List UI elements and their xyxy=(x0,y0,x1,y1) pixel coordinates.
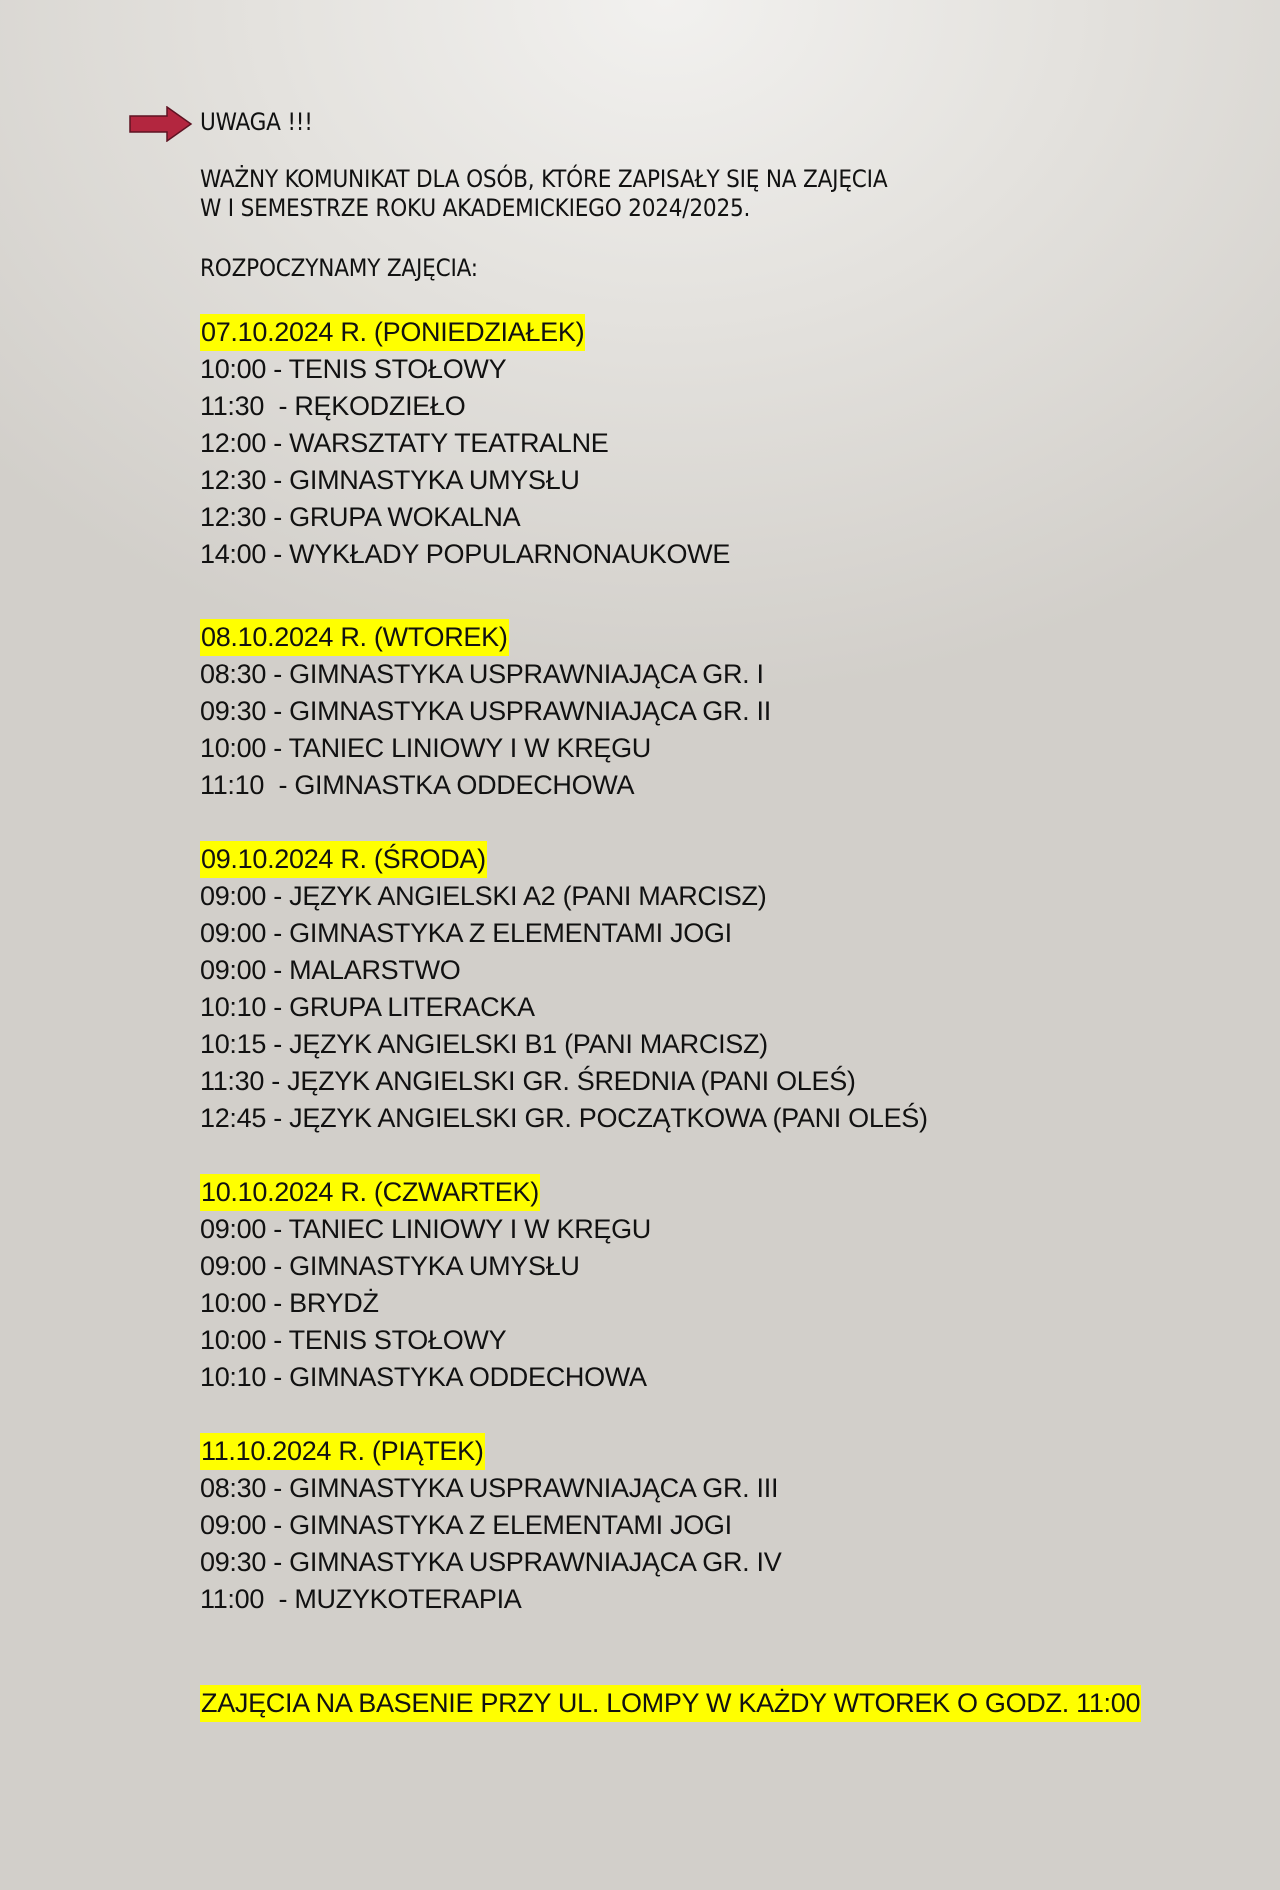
day-date: 07.10.2024 R. (PONIEDZIAŁEK) xyxy=(200,314,585,351)
class-entry: 08:30 - GIMNASTYKA USPRAWNIAJĄCA GR. III xyxy=(200,1473,779,1503)
schedule-day xyxy=(200,314,928,573)
day-date-row xyxy=(200,841,928,878)
day-date: 11.10.2024 R. (PIĄTEK) xyxy=(200,1433,485,1470)
class-entry: 09:30 - GIMNASTYKA USPRAWNIAJĄCA GR. II xyxy=(200,696,771,726)
class-entry: 10:10 - GIMNASTYKA ODDECHOWA xyxy=(200,1362,647,1392)
class-entry: 09:00 - TANIEC LINIOWY I W KRĘGU xyxy=(200,1214,652,1244)
notice-line-1: WAŻNY KOMUNIKAT DLA OSÓB, KTÓRE ZAPISAŁY SIĘ NA ZAJĘCIA xyxy=(200,165,888,193)
class-entry: 11:10 - GIMNASTKA ODDECHOWA xyxy=(200,770,635,800)
class-entry: 09:00 - GIMNASTYKA Z ELEMENTAMI JOGI xyxy=(200,1510,732,1540)
class-entry: 11:30 - JĘZYK ANGIELSKI GR. ŚREDNIA (PANI OLEŚ) xyxy=(200,1066,856,1096)
class-entry: 11:30 - RĘKODZIEŁO xyxy=(200,391,466,421)
class-entry: 12:30 - GIMNASTYKA UMYSŁU xyxy=(200,465,580,495)
class-entry: 12:30 - GRUPA WOKALNA xyxy=(200,502,521,532)
notice-header xyxy=(200,108,887,283)
class-entry: 10:00 - TENIS STOŁOWY xyxy=(200,1325,507,1355)
schedule xyxy=(200,314,928,1655)
class-entry: 12:00 - WARSZTATY TEATRALNE xyxy=(200,428,609,458)
warning-heading: UWAGA !!! xyxy=(200,108,313,136)
class-entry: 09:00 - MALARSTWO xyxy=(200,955,461,985)
day-date-row xyxy=(200,1174,928,1211)
class-entry: 10:15 - JĘZYK ANGIELSKI B1 (PANI MARCISZ) xyxy=(200,1029,768,1059)
day-date-row xyxy=(200,1433,928,1470)
class-entry: 10:00 - TANIEC LINIOWY I W KRĘGU xyxy=(200,733,652,763)
class-entry: 14:00 - WYKŁADY POPULARNONAUKOWE xyxy=(200,539,731,569)
schedule-intro: ROZPOCZYNAMY ZAJĘCIA: xyxy=(200,254,478,282)
day-date: 09.10.2024 R. (ŚRODA) xyxy=(200,841,487,878)
class-entry: 11:00 - MUZYKOTERAPIA xyxy=(200,1584,522,1614)
class-entry: 09:00 - GIMNASTYKA Z ELEMENTAMI JOGI xyxy=(200,918,732,948)
schedule-day xyxy=(200,841,928,1137)
class-entry: 10:00 - BRYDŻ xyxy=(200,1288,379,1318)
class-entry: 09:00 - JĘZYK ANGIELSKI A2 (PANI MARCISZ) xyxy=(200,881,767,911)
day-date-row xyxy=(200,314,928,351)
day-date: 10.10.2024 R. (CZWARTEK) xyxy=(200,1174,540,1211)
class-entry: 08:30 - GIMNASTYKA USPRAWNIAJĄCA GR. I xyxy=(200,659,764,689)
notice-line-2: W I SEMESTRZE ROKU AKADEMICKIEGO 2024/2025. xyxy=(200,194,751,222)
schedule-day xyxy=(200,619,928,804)
day-date: 08.10.2024 R. (WTOREK) xyxy=(200,619,509,656)
class-entry: 12:45 - JĘZYK ANGIELSKI GR. POCZĄTKOWA (PANI OLEŚ) xyxy=(200,1103,928,1133)
arrow-right-icon xyxy=(129,106,193,142)
notice-text xyxy=(200,165,887,223)
class-entry: 10:10 - GRUPA LITERACKA xyxy=(200,992,535,1022)
schedule-day xyxy=(200,1174,928,1396)
pool-note: ZAJĘCIA NA BASENIE PRZY UL. LOMPY W KAŻDY WTOREK O GODZ. 11:00 xyxy=(200,1685,1141,1722)
schedule-day xyxy=(200,1433,928,1618)
class-entry: 09:00 - GIMNASTYKA UMYSŁU xyxy=(200,1251,580,1281)
class-entry: 10:00 - TENIS STOŁOWY xyxy=(200,354,507,384)
day-date-row xyxy=(200,619,928,656)
class-entry: 09:30 - GIMNASTYKA USPRAWNIAJĄCA GR. IV xyxy=(200,1547,782,1577)
